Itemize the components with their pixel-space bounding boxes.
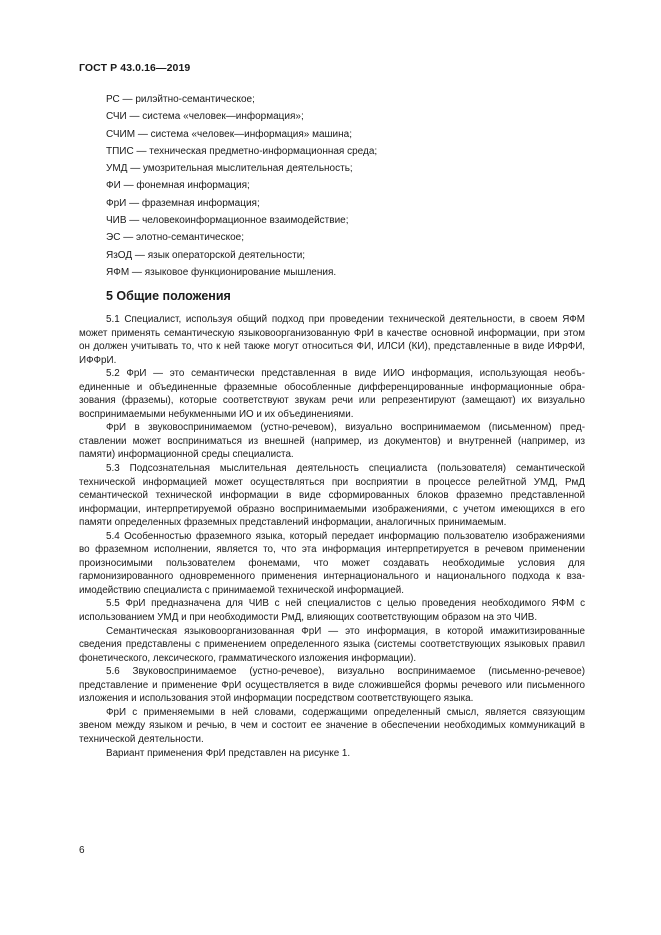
paragraph: Вариант применения ФрИ представлен на рисунке 1. — [106, 747, 351, 759]
paragraph: ФрИ с применяемыми в ней словами, содержащими определенный смысл, является связующим звеном между языком и речью, в чем и состоит ее значение в обеспечении необходимых коммуникаций в технической деятельности. — [79, 706, 585, 745]
section-title: 5 Общие положения — [106, 289, 231, 303]
paragraph: 5.3 Подсознательная мыслительная деятельность специалиста (пользователя) семантической технической информацией может осуществляться при восприятии в процессе релейтной УМД, РмД семантической технической информации в виде сформированных блоков фраземно представленной информации, интерпретируемой образно воспринимаемыми изображениями, с учетом имеющихся в его памяти определенных фраземных представлений информации, аналогичных принимаемым. — [79, 463, 585, 529]
abbreviation-item: ЯФМ — языковое функционирование мышления. — [106, 266, 337, 278]
paragraph: ФрИ в звуковоспринимаемом (устно-речевом), визуально воспринимаемом (письменном) представлении может восприниматься из внешней (например, из документов) и внутренней (например, из памяти) информационной среды специалиста. — [79, 422, 585, 461]
abbreviation-item: ТПИС — техническая предметно-информационная среда; — [106, 145, 378, 157]
abbreviation-item: РС — рилэйтно-семантическое; — [106, 94, 255, 105]
abbreviation-item: ЧИВ — человекоинформационное взаимодействие; — [106, 215, 349, 227]
paragraph: 5.4 Особенностью фраземного языка, который передает информацию пользователю изображениями во фраземном исполнении, является то, что эта информация интерпретируется в речевом применении произносимыми пользователем фонемами, что может создавать необходимые условия для гармонизированного одновременного применения интернационального и национального подхода к взаимодействию специалиста с принимаемой технической информацией. — [79, 530, 585, 596]
paragraph: 5.1 Специалист, используя общий подход при проведении технической деятельности, в своем ЯФМ может применять семантическую языковоорганизованную ФрИ в качестве основной информации, при этом он должен учитывать то, что к ней также могут относиться ФИ, ИЛСИ (КИ), представленные в виде ИФрФИ, ИФФрИ. — [79, 314, 585, 366]
page-number: 6 — [79, 845, 85, 856]
abbreviation-item: ЯзОД — язык операторской деятельности; — [106, 249, 306, 261]
abbreviation-item: СЧИ — система «человек—информация»; — [106, 111, 304, 123]
document-header: ГОСТ Р 43.0.16—2019 — [79, 62, 191, 74]
paragraph: Семантическая языковоорганизованная ФрИ — это информация, в которой имажитизированные сведения представлены с применением определенного языка (системы соответствующих языковых правил фонетического, лексического, грамматического изложения информации). — [79, 625, 585, 664]
abbreviation-item: ФИ — фонемная информация; — [106, 180, 250, 192]
abbreviation-item: ФрИ — фраземная информация; — [106, 197, 260, 209]
abbreviation-item: ЭС — элотно-семантическое; — [106, 232, 244, 244]
paragraph: 5.5 ФрИ предназначена для ЧИВ с ней специалистов с целью проведения необходимого ЯФМ с использованием УМД и при необходимости РмД, влияющих соответствующим образом на это ЧИВ. — [79, 598, 585, 624]
abbreviation-item: СЧИМ — система «человек—информация» машина; — [106, 128, 352, 140]
section-body — [79, 313, 585, 760]
paragraph: 5.6 Звуковоспринимаемое (устно-речевое), визуально воспринимаемое (письменно-речевое) представление и применение ФрИ осуществляется в виде сложившейся формы речевого или письменного изложения и использования этой информации посредством соответствующего языка. — [79, 666, 585, 705]
abbreviation-list — [106, 91, 606, 281]
paragraph: 5.2 ФрИ — это семантически представленная в виде ИИО информация, использующая необъединенные и объединенные фраземные обособленные дифференцированные информационные образования (фраземы), которые соответствуют звукам речи или репрезентируют (замещают) их визуально воспринимаемыми небукменными ИО и их объединениями. — [79, 368, 585, 420]
abbreviation-item: УМД — умозрительная мыслительная деятельность; — [106, 163, 353, 175]
